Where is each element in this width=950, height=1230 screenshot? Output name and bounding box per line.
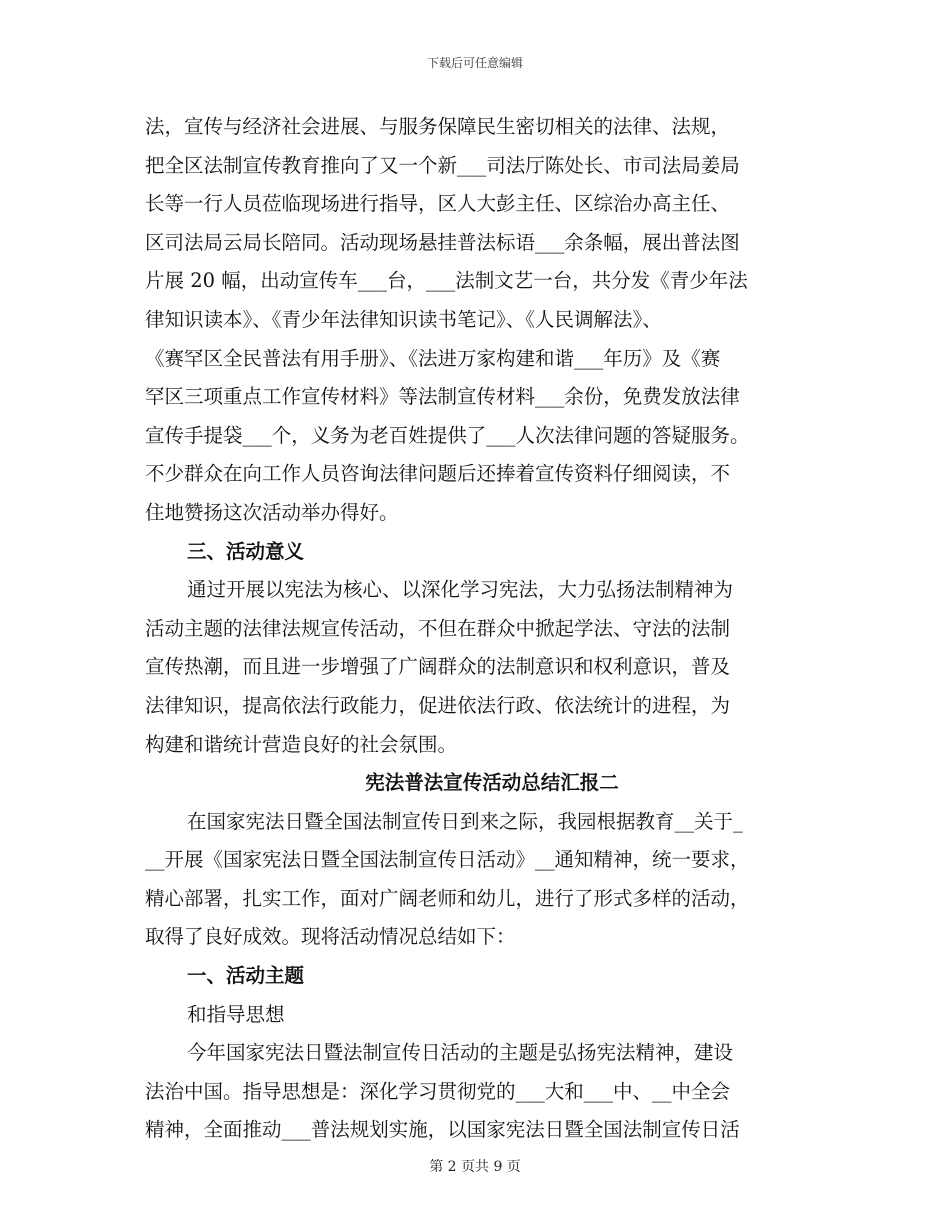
document-body bbox=[145, 108, 809, 1150]
body-line: 通过开展以宪法为核心、以深化学习宪法，大力弘扬法制精神为 bbox=[187, 578, 734, 602]
body-line: 区司法局云局长陪同。活动现场悬挂普法标语___余条幅，展出普法图 bbox=[145, 230, 740, 254]
body-line: 律知识读本》、《青少年法律知识读书笔记》、《人民调解法》、 bbox=[145, 307, 662, 331]
body-line: 构建和谐统计营造良好的社会氛围。 bbox=[145, 732, 458, 756]
page-header: 下载后可任意编辑 bbox=[426, 56, 523, 70]
body-line: 和指导思想 bbox=[187, 1002, 285, 1026]
body-line: 长等一行人员莅临现场进行指导，区人大彭主任、区综治办高主任、 bbox=[145, 192, 731, 216]
body-line: 宣传手提袋___个，义务为老百姓提供了___人次法律问题的答疑服务。 bbox=[145, 423, 750, 447]
body-line: 宣传热潮，而且进一步增强了广阔群众的法制意识和权利意识，普及 bbox=[145, 655, 731, 679]
body-line: 精心部署，扎实工作，面对广阔老师和幼儿，进行了形式多样的活动， bbox=[145, 886, 750, 910]
body-line: 精神，全面推动___普法规划实施，以国家宪法日暨全国法制宣传日活 bbox=[145, 1118, 740, 1142]
body-line: __开展《国家宪法日暨全国法制宣传日活动》__通知精神，统一要求， bbox=[145, 848, 750, 872]
section-heading-significance: 三、活动意义 bbox=[187, 539, 305, 563]
body-line: 不少群众在向工作人员咨询法律问题后还捧着宣传资料仔细阅读，不 bbox=[145, 462, 731, 486]
body-line: 在国家宪法日暨全国法制宣传日到来之际，我园根据教育__关于_ bbox=[187, 809, 743, 833]
section-heading-theme: 一、活动主题 bbox=[187, 964, 305, 988]
body-line: 今年国家宪法日暨法制宣传日活动的主题是弘扬宪法精神，建设 bbox=[187, 1041, 734, 1065]
body-line: 法律知识，提高依法行政能力，促进依法行政、依法统计的进程，为 bbox=[145, 693, 731, 717]
body-line: 《赛罕区全民普法有用手册》、《法进万家构建和谐___年历》及《赛 bbox=[145, 346, 721, 370]
body-line: 把全区法制宣传教育推向了又一个新___司法厅陈处长、市司法局姜局 bbox=[145, 153, 740, 177]
body-line: 罕区三项重点工作宣传材料》等法制宣传材料___余份，免费发放法律 bbox=[145, 385, 740, 409]
body-line: 片展 20 幅，出动宣传车___台，___法制文艺一台，共分发《青少年法 bbox=[145, 269, 748, 293]
body-line: 取得了良好成效。现将活动情况总结如下： bbox=[145, 925, 516, 949]
page-footer: 第 2 页共 9 页 bbox=[429, 1159, 521, 1175]
body-line: 住地赞扬这次活动举办得好。 bbox=[145, 500, 399, 524]
document-title: 宪法普法宣传活动总结汇报二 bbox=[365, 771, 619, 795]
body-line: 活动主题的法律法规宣传活动，不但在群众中掀起学法、守法的法制 bbox=[145, 616, 731, 640]
body-line: 法，宣传与经济社会进展、与服务保障民生密切相关的法律、法规， bbox=[145, 115, 731, 138]
body-line: 法治中国。指导思想是：深化学习贯彻党的___大和___中、__中全会 bbox=[145, 1079, 731, 1103]
